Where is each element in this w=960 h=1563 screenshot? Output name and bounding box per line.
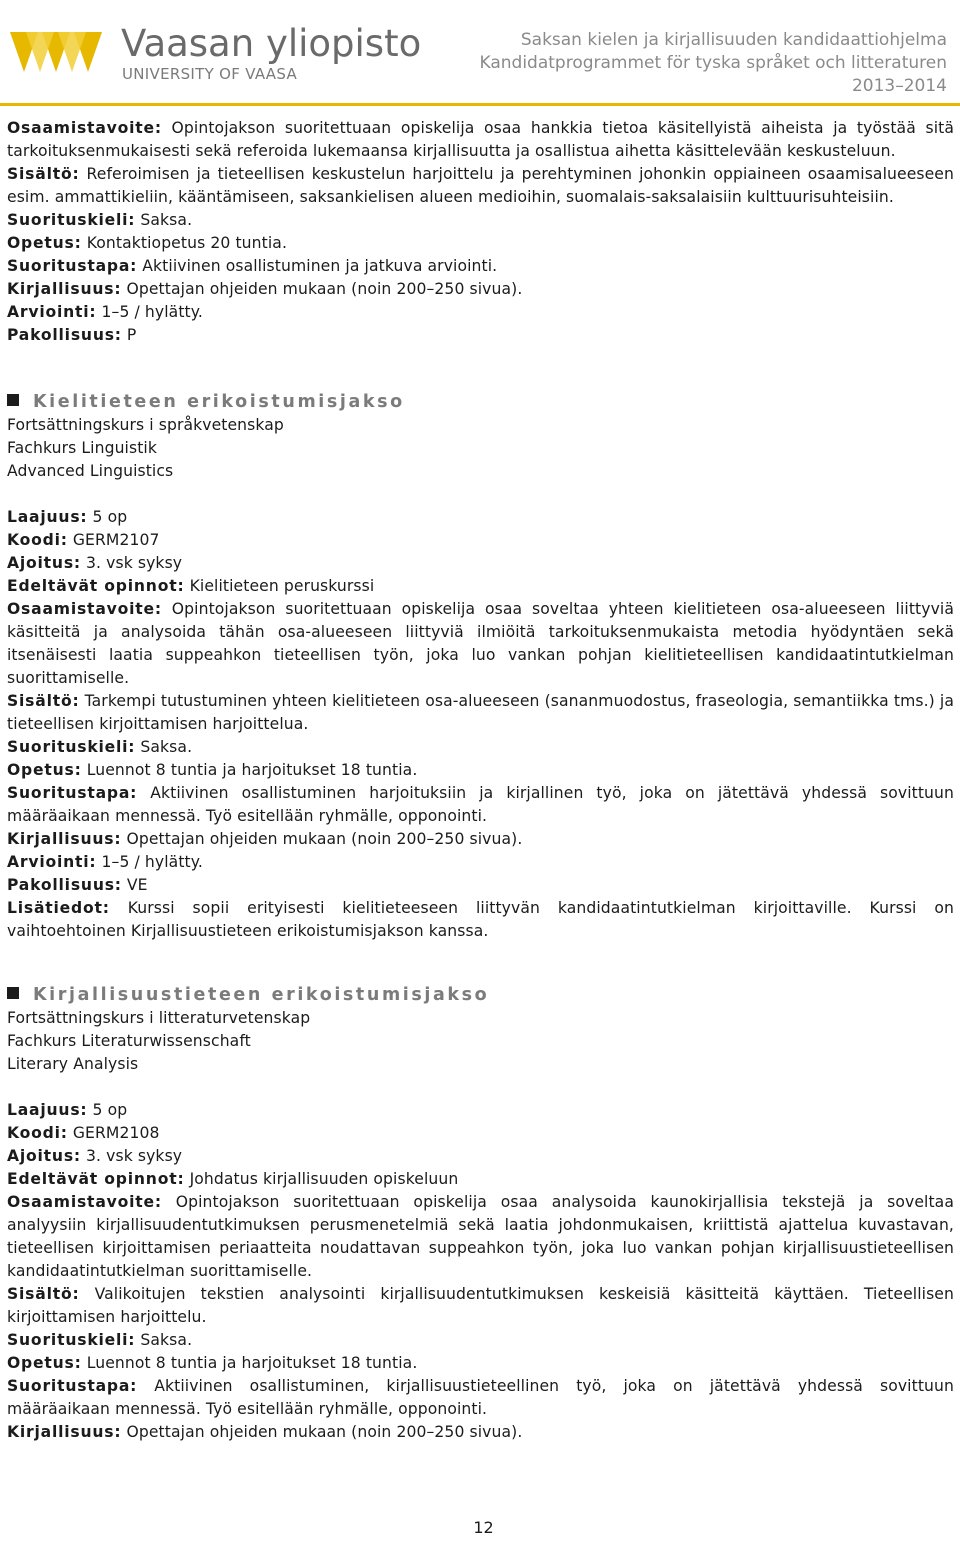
credits: Laajuus: 5 op [7, 1101, 128, 1119]
course-title-de: Fachkurs Literaturwissenschaft [7, 1032, 251, 1050]
prerequisites: Edeltävät opinnot: Johdatus kirjallisuuden opiskeluun [7, 1170, 459, 1188]
course-title-en: Literary Analysis [7, 1055, 139, 1073]
teaching: Opetus: Kontaktiopetus 20 tuntia. [7, 234, 287, 252]
course-section [7, 390, 954, 943]
learning-outcome: Osaamistavoite: Opintojakson suoritettuaan opiskelija osaa hankkia tietoa käsitellyistä aiheista ja työstää sitä tarkoituksenmukaisesti sekä referoida lukemaansa kirjallisuutta ja osallistua aihetta käsittelevään keskusteluun. [7, 119, 954, 160]
bullet-square-icon [7, 394, 19, 406]
learning-outcome: Osaamistavoite: Opintojakson suoritettuaan opiskelija osaa soveltaa yhteen kielitieteen osa-alueeseen liittyviä käsitteitä ja analysoida tähän osa-alueeseen liittyviä ilmiöitä tarkoituksenmukaista metodia hyödyntäen sekä itsenäisesti laatia suppeahkon tieteellisen työn, joka luo vankan pohjan kielitieteellisen kandidaatintutkielman suorittamiselle. [7, 600, 954, 687]
course-code: Koodi: GERM2108 [7, 1124, 160, 1142]
language-of-instruction: Suorituskieli: Saksa. [7, 738, 193, 756]
teaching: Opetus: Luennot 8 tuntia ja harjoitukset 18 tuntia. [7, 761, 418, 779]
document-body [7, 117, 954, 1444]
completion-method: Suoritustapa: Aktiivinen osallistuminen harjoituksiin ja kirjallinen työ, joka on jätettävä yhdessä sovittuun määräaikaan mennessä. Työ esitellään ryhmälle, opponointi. [7, 784, 954, 825]
university-name: Vaasan yliopisto [121, 22, 422, 65]
academic-year: 2013–2014 [851, 76, 947, 96]
course-title: Kirjallisuustieteen erikoistumisjakso [7, 983, 954, 1007]
learning-outcome: Osaamistavoite: Opintojakson suoritettuaan opiskelija osaa analysoida kaunokirjallisia tekstejä ja soveltaa analyysiin kirjallisuudentutkimuksen perusmenetelmiä sekä laatia johdonmukaisen, kriittistä ajattelua kuvastavan, tieteellisen kirjoittamisen periaatteita noudattavan suppeahkon työn, joka luo vankan pohjan kirjallisuustieteellisen kandidaatintutkielman suorittamiselle. [7, 1193, 954, 1280]
page-header [0, 0, 960, 105]
header-divider [0, 103, 960, 106]
grading: Arviointi: 1–5 / hylätty. [7, 853, 203, 871]
literature: Kirjallisuus: Opettajan ohjeiden mukaan (noin 200–250 sivua). [7, 1423, 523, 1441]
completion-method: Suoritustapa: Aktiivinen osallistuminen, kirjallisuustieteellinen työ, joka on jätettävä yhdessä sovittuun määräaikaan mennessä. Työ esitellään ryhmälle, opponointi. [7, 1377, 954, 1418]
compulsory: Pakollisuus: VE [7, 876, 148, 894]
language-of-instruction: Suorituskieli: Saksa. [7, 211, 193, 229]
course-title-sv: Fortsättningskurs i språkvetenskap [7, 416, 284, 434]
university-logo-icon [8, 28, 108, 76]
language-of-instruction: Suorituskieli: Saksa. [7, 1331, 193, 1349]
additional-info: Lisätiedot: Kurssi sopii erityisesti kielitieteeseen liittyvän kandidaatintutkielman kirjoittaville. Kurssi on vaihtoehtoinen Kirjallisuustieteen erikoistumisjakson kanssa. [7, 899, 954, 940]
course-title-en: Advanced Linguistics [7, 462, 174, 480]
literature: Kirjallisuus: Opettajan ohjeiden mukaan (noin 200–250 sivua). [7, 280, 523, 298]
grading: Arviointi: 1–5 / hylätty. [7, 303, 203, 321]
completion-method: Suoritustapa: Aktiivinen osallistuminen ja jatkuva arviointi. [7, 257, 498, 275]
content-description: Sisältö: Tarkempi tutustuminen yhteen kielitieteen osa-alueeseen (sananmuodostus, fraseologia, semantiikka tms.) ja tieteellisen kirjoittamisen harjoittelua. [7, 692, 954, 733]
course-code: Koodi: GERM2107 [7, 531, 160, 549]
timing: Ajoitus: 3. vsk syksy [7, 554, 183, 572]
course-title: Kielitieteen erikoistumisjakso [7, 390, 954, 414]
university-name-en: UNIVERSITY OF VAASA [122, 65, 298, 83]
page-number: 12 [473, 1518, 494, 1537]
program-name-sv: Kandidatprogrammet för tyska språket och litteraturen [479, 53, 947, 73]
prerequisites: Edeltävät opinnot: Kielitieteen peruskurssi [7, 577, 375, 595]
teaching: Opetus: Luennot 8 tuntia ja harjoitukset 18 tuntia. [7, 1354, 418, 1372]
bullet-square-icon [7, 987, 19, 999]
course-title-de: Fachkurs Linguistik [7, 439, 157, 457]
literature: Kirjallisuus: Opettajan ohjeiden mukaan (noin 200–250 sivua). [7, 830, 523, 848]
program-header [480, 29, 948, 98]
timing: Ajoitus: 3. vsk syksy [7, 1147, 183, 1165]
content-description: Sisältö: Valikoitujen tekstien analysointi kirjallisuudentutkimuksen keskeisiä käsitteitä käyttäen. Tieteellisen kirjoittamisen harjoittelu. [7, 1285, 954, 1326]
content-description: Sisältö: Referoimisen ja tieteellisen keskustelun harjoittelu ja perehtyminen johonkin oppiaineen osaamisalueeseen esim. ammattikieliin, kääntämiseen, saksankielisen alueen medioihin, suomalais-saksalaisiin kulttuurisuhteisiin. [7, 165, 954, 206]
compulsory: Pakollisuus: P [7, 326, 137, 344]
program-name-fi: Saksan kielen ja kirjallisuuden kandidaattiohjelma [520, 30, 947, 50]
course-section [7, 983, 954, 1444]
course-title-sv: Fortsättningskurs i litteraturvetenskap [7, 1009, 311, 1027]
credits: Laajuus: 5 op [7, 508, 128, 526]
